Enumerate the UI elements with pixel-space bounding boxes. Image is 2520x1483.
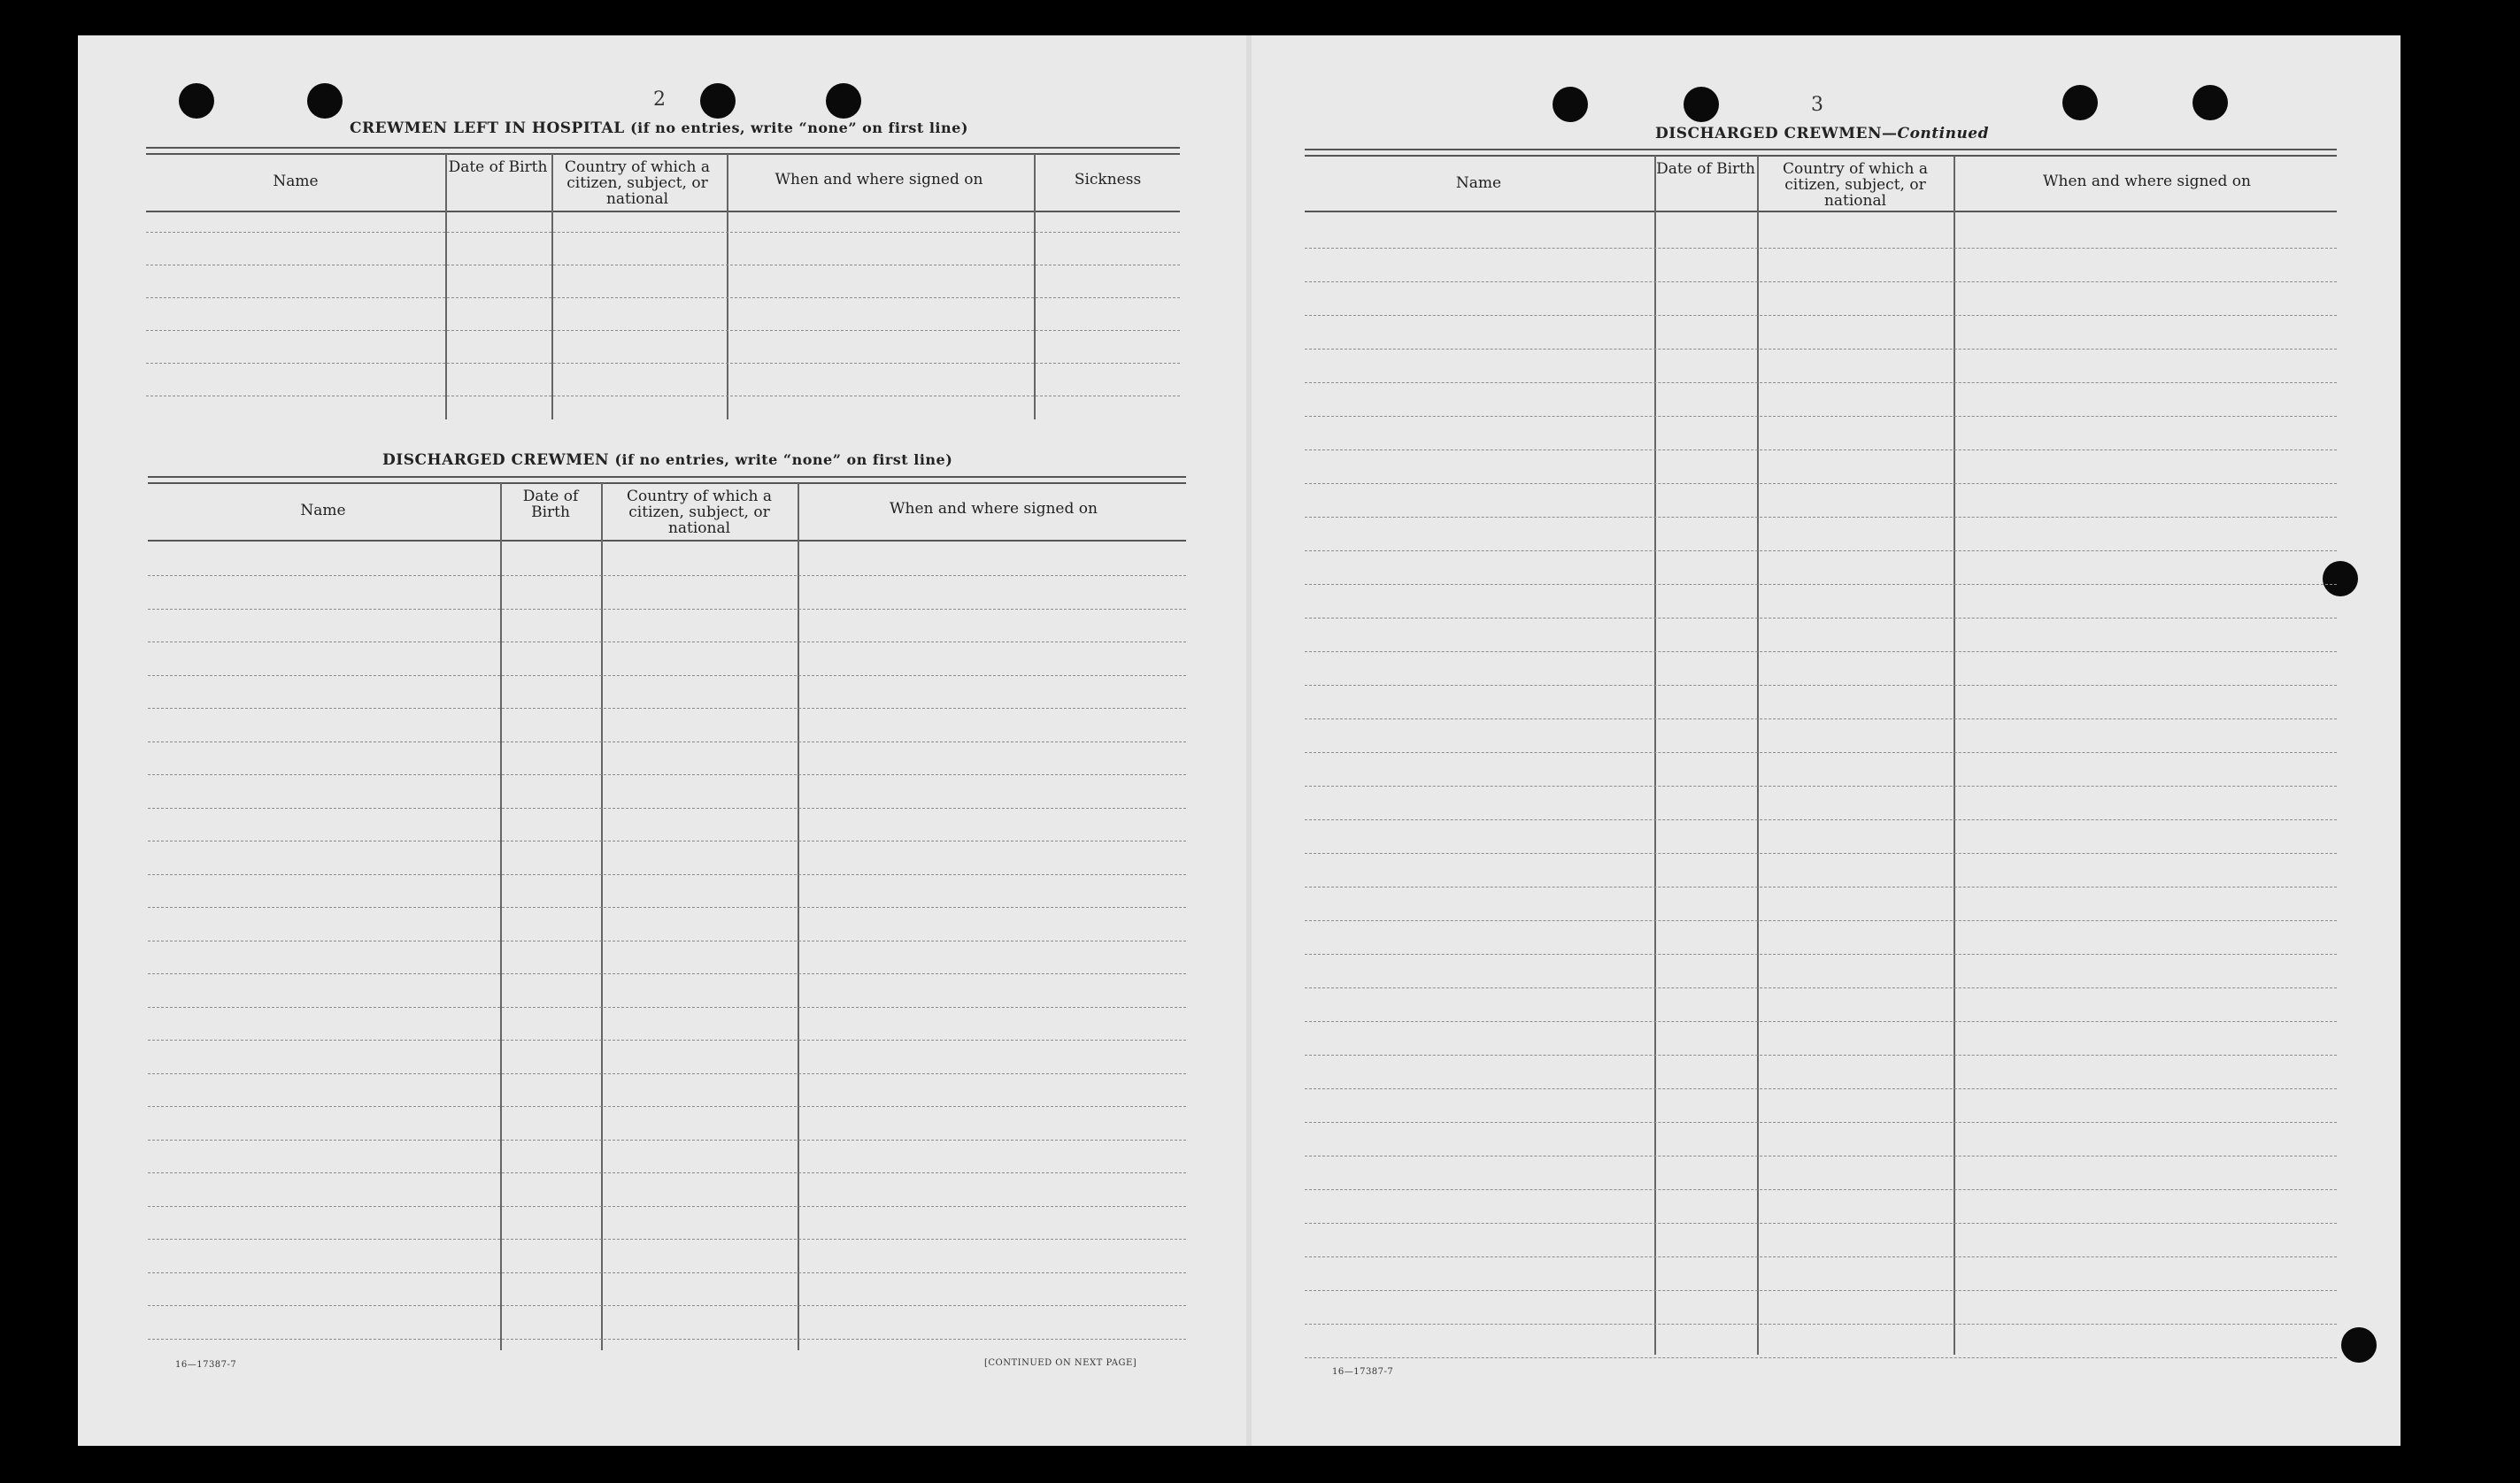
table-row	[148, 575, 1186, 576]
table-row	[1305, 1122, 2337, 1123]
punch-hole	[307, 83, 343, 119]
table-row	[1305, 618, 2337, 619]
table-row	[1305, 584, 2337, 585]
table-row	[1305, 819, 2337, 820]
col-header-name: Name	[273, 173, 319, 190]
continued-note: [CONTINUED ON NEXT PAGE]	[984, 1358, 1137, 1368]
col-header-country: Country of which a citizen, subject, or national	[1783, 160, 1928, 210]
table-row	[148, 1007, 1186, 1008]
discharged-continued-title	[1655, 125, 1989, 142]
hospital-title-text: CREWMEN LEFT IN HOSPITAL	[350, 119, 625, 137]
col-header-sickness: Sickness	[1074, 171, 1142, 188]
table-row	[148, 1272, 1186, 1273]
table-row	[146, 232, 1180, 233]
form-number-left: 16—17387-7	[175, 1360, 237, 1370]
table-row	[1305, 315, 2337, 316]
hospital-section-title	[350, 119, 968, 137]
table-row	[148, 1073, 1186, 1074]
discharged-section-title	[382, 451, 952, 469]
table-row	[1305, 718, 2337, 719]
table-row	[148, 907, 1186, 908]
table-row	[1305, 1290, 2337, 1291]
discharged-continued-title-text: DISCHARGED CREWMEN—	[1655, 125, 1898, 142]
col-header-name: Name	[300, 502, 346, 519]
table-row	[148, 1040, 1186, 1041]
table-row	[1305, 685, 2337, 686]
table-row	[1305, 920, 2337, 921]
table-row	[148, 874, 1186, 875]
table-row	[1305, 1021, 2337, 1022]
table-row	[148, 1106, 1186, 1107]
column-divider	[798, 483, 799, 1350]
table-row	[146, 363, 1180, 364]
table-row	[146, 330, 1180, 331]
column-divider	[1034, 154, 1036, 419]
table-row	[1305, 1223, 2337, 1224]
form-number-right: 16—17387-7	[1332, 1367, 1394, 1377]
table-row	[148, 973, 1186, 974]
table-row	[1305, 382, 2337, 383]
table-row	[1305, 1357, 2337, 1358]
table-row	[1305, 954, 2337, 955]
punch-hole	[1684, 87, 1719, 122]
col-header-signed-on: When and where signed on	[774, 171, 983, 188]
table-row	[148, 1239, 1186, 1240]
hospital-table	[146, 147, 1180, 421]
table-row	[1305, 517, 2337, 518]
punch-hole	[2341, 1327, 2377, 1363]
table-row	[148, 774, 1186, 775]
table-top-rule	[148, 476, 1186, 484]
punch-hole	[826, 83, 861, 119]
table-row	[1305, 1088, 2337, 1089]
table-row	[1305, 651, 2337, 652]
table-row	[148, 609, 1186, 610]
table-row	[1305, 853, 2337, 854]
column-divider	[445, 154, 447, 419]
table-row	[148, 1206, 1186, 1207]
hospital-instruction-text: (if no entries, write “none” on first line)	[630, 119, 968, 136]
col-header-country: Country of which a citizen, subject, or national	[627, 488, 772, 537]
continued-suffix-text: Continued	[1897, 125, 1990, 142]
table-row	[148, 808, 1186, 809]
page-fold	[1246, 35, 1252, 1446]
table-row	[1305, 1324, 2337, 1325]
punch-hole	[2192, 85, 2228, 120]
table-row	[1305, 483, 2337, 484]
table-row	[1305, 1256, 2337, 1257]
table-row	[1305, 1055, 2337, 1056]
column-divider	[727, 154, 728, 419]
table-row	[1305, 281, 2337, 282]
punch-hole	[179, 83, 214, 119]
column-divider	[500, 483, 502, 1350]
table-row	[1305, 550, 2337, 551]
col-header-country: Country of which a citizen, subject, or national	[565, 158, 710, 208]
table-row	[1305, 752, 2337, 753]
col-header-dob: Date of Birth	[448, 158, 548, 176]
col-header-dob: Date of Birth	[1656, 160, 1755, 178]
table-row	[148, 1140, 1186, 1141]
column-divider	[551, 154, 553, 419]
punch-hole	[2062, 85, 2098, 120]
punch-hole	[1553, 87, 1588, 122]
page-number-left: 2	[653, 88, 666, 111]
table-row	[1305, 786, 2337, 787]
col-header-signed-on: When and where signed on	[890, 500, 1098, 518]
table-row	[1305, 1189, 2337, 1190]
table-top-rule	[1305, 149, 2337, 157]
col-header-name: Name	[1455, 174, 1502, 192]
discharged-title-text: DISCHARGED CREWMEN	[382, 451, 610, 469]
table-row	[148, 1339, 1186, 1340]
page-number-right: 3	[1811, 94, 1823, 116]
table-top-rule	[146, 147, 1180, 155]
table-row	[148, 1172, 1186, 1173]
header-rule	[1305, 211, 2337, 212]
col-header-dob: Date of Birth	[522, 488, 579, 521]
discharged-continued-table	[1305, 149, 2337, 1356]
table-row	[148, 675, 1186, 676]
table-row	[148, 1305, 1186, 1306]
column-divider	[601, 483, 603, 1350]
discharged-instruction-text: (if no entries, write “none” on first line)	[614, 451, 953, 468]
table-row	[1305, 248, 2337, 249]
table-row	[1305, 987, 2337, 988]
punch-hole	[700, 83, 736, 119]
column-divider	[1954, 156, 1955, 1355]
table-row	[146, 297, 1180, 298]
header-rule	[148, 540, 1186, 542]
discharged-table	[148, 476, 1186, 1352]
table-row	[1305, 416, 2337, 417]
header-rule	[146, 211, 1180, 212]
col-header-signed-on: When and where signed on	[2043, 173, 2251, 190]
column-divider	[1654, 156, 1656, 1355]
table-row	[1305, 349, 2337, 350]
table-row	[148, 708, 1186, 709]
column-divider	[1757, 156, 1759, 1355]
